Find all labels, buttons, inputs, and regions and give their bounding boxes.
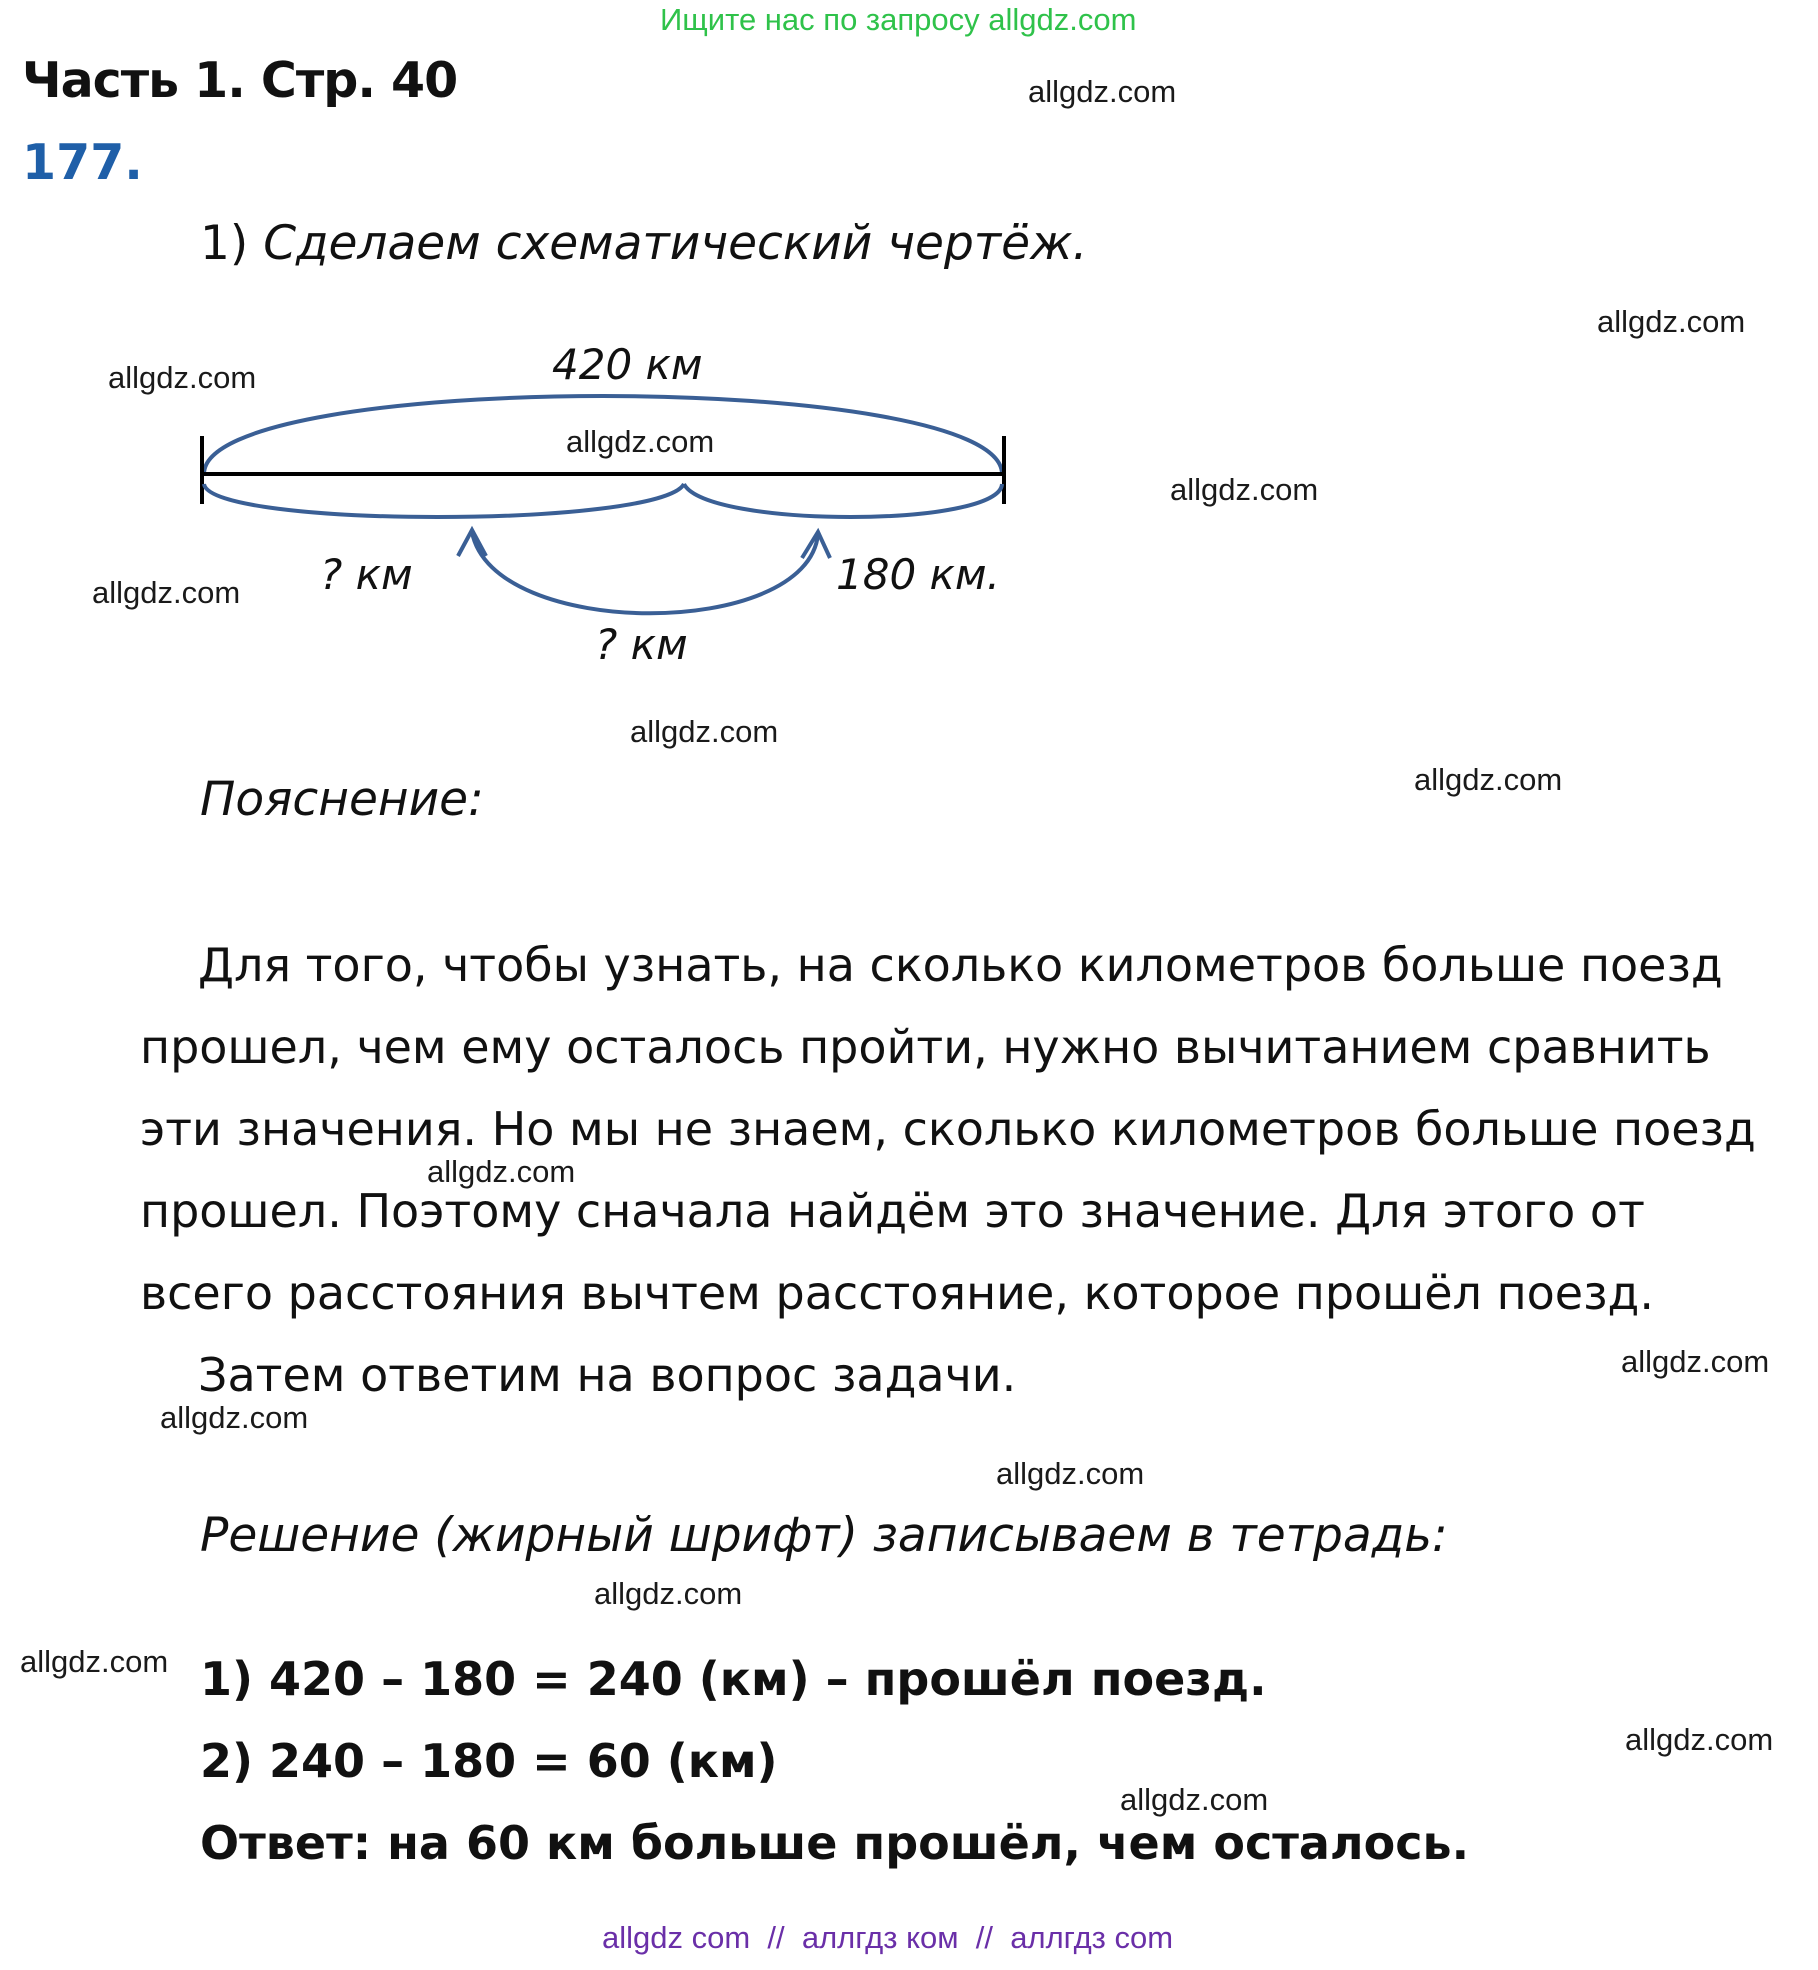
explanation-line: Затем ответим на вопрос задачи. [198,1348,1017,1402]
total-label: 420 км [552,340,703,389]
solution-line-1: 1) 420 – 180 = 240 (км) – прошёл поезд. [200,1652,1267,1706]
left-part-arc [204,484,684,517]
answer-line: Ответ: на 60 км больше прошёл, чем осталось. [200,1816,1470,1870]
explanation-line: Для того, чтобы узнать, на сколько километров больше поезд [198,938,1723,992]
watermark: allgdz.com [594,1576,743,1611]
right-part-arc [684,484,1002,517]
watermark: allgdz.com [1597,304,1746,339]
watermark: allgdz.com [108,360,257,395]
explanation-line: эти значения. Но мы не знаем, сколько километров больше поезд [140,1102,1756,1156]
solution-heading: Решение (жирный шрифт) записываем в тетрадь: [200,1508,1448,1563]
watermark: allgdz.com [566,424,715,459]
watermark: allgdz.com [427,1154,576,1189]
difference-label: ? км [595,620,688,669]
watermark: allgdz.com [1120,1782,1269,1817]
solution-line-2: 2) 240 – 180 = 60 (км) [200,1734,778,1788]
step-1-text: Сделаем схематический чертёж. [263,216,1088,271]
watermark: allgdz.com [630,714,779,749]
footer-links: allgdz com // аллгдз ком // аллгдз com [602,1920,1174,1955]
page-title: Часть 1. Стр. 40 [22,52,458,109]
watermark: allgdz.com [1170,472,1319,507]
watermark: allgdz.com [1414,762,1563,797]
watermark: allgdz.com [92,575,241,610]
watermark: allgdz.com [160,1400,309,1435]
top-banner: Ищите нас по запросу allgdz.com [660,2,1137,37]
arrow-left-icon [458,530,486,556]
explanation-heading: Пояснение: [200,772,484,827]
watermark: allgdz.com [1028,74,1177,109]
explanation-line: всего расстояния вычтем расстояние, которое прошёл поезд. [140,1266,1654,1320]
explanation-line: прошел, чем ему осталось пройти, нужно вычитанием сравнить [140,1020,1711,1074]
task-number: 177. [22,134,143,191]
watermark: allgdz.com [1625,1722,1774,1757]
watermark: allgdz.com [20,1644,169,1679]
watermark: allgdz.com [1621,1344,1770,1379]
watermark: allgdz.com [996,1456,1145,1491]
right-part-label: 180 км. [836,550,1000,599]
difference-arc [472,532,818,613]
step-1-prefix: 1) [200,216,249,271]
left-part-label: ? км [320,550,413,599]
explanation-line: прошел. Поэтому сначала найдём это значение. Для этого от [140,1184,1645,1238]
